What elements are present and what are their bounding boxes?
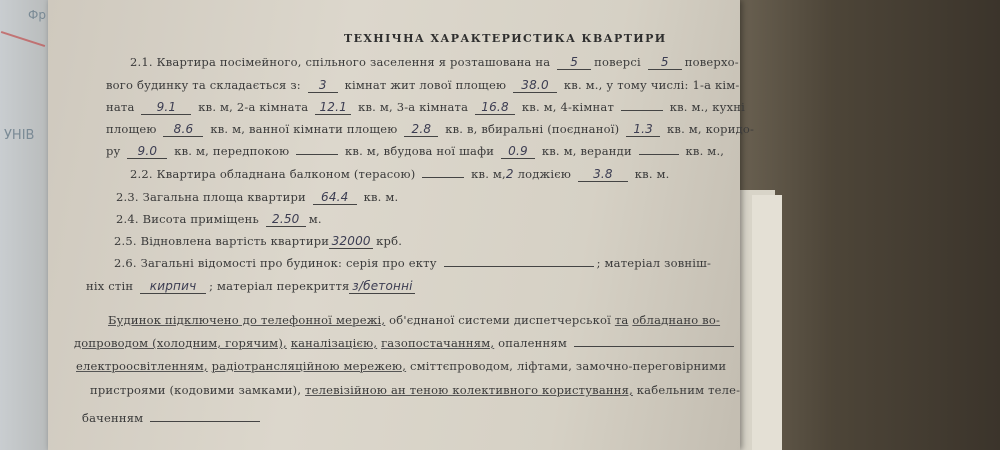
section-2-5: 2.5. Відновлена вартість квартири 32000 крб.: [114, 234, 403, 248]
section-2-1-line-3: ната 9.1 кв. м, 2-а кімната 12.1 кв. м, 3-а кімната 16.8 кв. м, 4-кімнат кв. м., кухні: [106, 100, 746, 114]
height-value: 2.50: [266, 212, 306, 227]
room1-value: 9.1: [141, 100, 191, 115]
loggia-area-value: 3.8: [578, 167, 628, 182]
document-title: ТЕХНІЧНА ХАРАКТЕРИСТИКА КВАРТИРИ: [344, 32, 667, 45]
document-page: [48, 0, 755, 450]
services-line-5: баченням: [82, 411, 263, 425]
services-line-2: допроводом (холодним, горячим), каналізацією, газопостачанням, опаленням: [74, 336, 737, 350]
services-line-1: Будинок підключено до телефонної мережі, об'єднаної системи диспетчерської та обладнано во-: [108, 313, 721, 327]
cost-value: 32000: [329, 234, 373, 249]
loggia-count: 2: [505, 167, 514, 181]
map-label: Фр: [28, 8, 46, 22]
floors-total-value: 5: [648, 55, 682, 70]
section-2-4: 2.4. Висота приміщень 2.50 м.: [116, 212, 322, 226]
walls-material-value: кирпич: [140, 279, 206, 294]
closet-value: 0.9: [501, 144, 535, 159]
paper-edge: [752, 195, 782, 450]
map-road: [1, 31, 45, 47]
rooms-value: 3: [308, 78, 338, 93]
room3-value: 16.8: [475, 100, 515, 115]
services-line-4: пристроями (кодовими замками), телевізійною ан теною колективного користування, кабельним теле-: [90, 383, 741, 397]
section-2-3: 2.3. Загальна площа квартири 64.4 кв. м.: [116, 190, 399, 204]
map-label: УНІВ: [4, 128, 35, 143]
bathroom-value: 2.8: [404, 122, 438, 137]
living-area-value: 38.0: [513, 78, 557, 93]
section-2-1-line-1: 2.1. Квартира посімейного, спільного заселення я розташована на 5 поверсі 5 поверхо-: [130, 55, 739, 69]
total-area-value: 64.4: [313, 190, 357, 205]
slabs-material-value: з/бетонні: [349, 279, 415, 294]
toilet-value: 1.3: [626, 122, 660, 137]
services-line-3: електроосвітленням, радіотрансляційною мережею, сміттєпроводом, ліфтами, замочно-переговірними: [76, 359, 727, 373]
corridor-value: 9.0: [127, 144, 167, 159]
section-2-1-line-2: вого будинку та складається з: 3 кімнат жит лової площею 38.0 кв. м., у тому числі: 1-а кім-: [106, 78, 740, 92]
section-2-2: 2.2. Квартира обладнана балконом (терасою) кв. м,2 лоджією 3.8 кв. м.: [130, 167, 670, 181]
section-2-6-line-1: 2.6. Загальні відомості про будинок: серія про екту ; матеріал зовніш-: [114, 256, 712, 270]
room2-value: 12.1: [315, 100, 351, 115]
floor-value: 5: [557, 55, 591, 70]
section-2-1-line-5: ру 9.0 кв. м, передпокою кв. м, вбудова ної шафи 0.9 кв. м, веранди кв. м.,: [106, 144, 725, 158]
kitchen-value: 8.6: [163, 122, 203, 137]
section-2-6-line-2: ніх стін кирпич ; матеріал перекриття з/бетонні: [86, 279, 418, 294]
section-2-1-line-4: площею 8.6 кв. м, ванної кімнати площею 2.8 кв. в, вбиральні (поєднаної) 1.3 кв. м, коридо-: [106, 122, 755, 136]
